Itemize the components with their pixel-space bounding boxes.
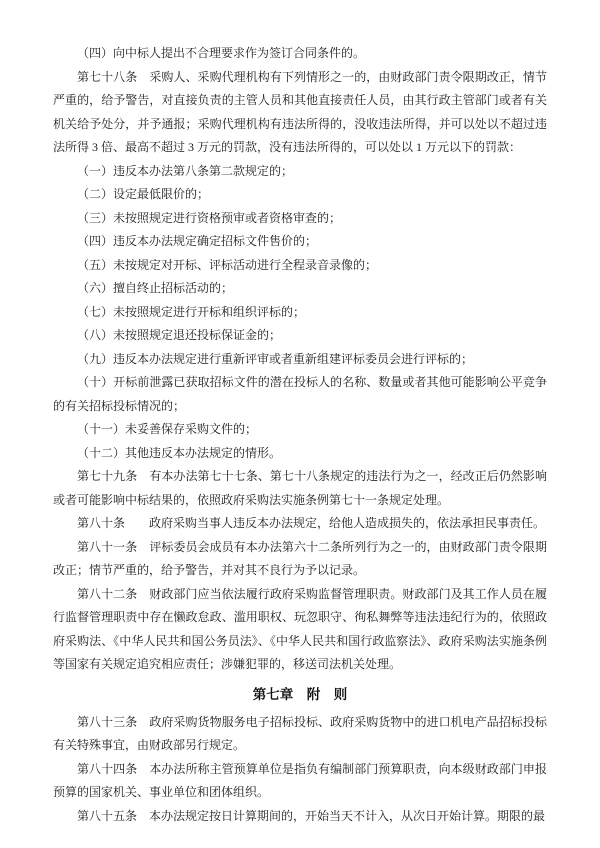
article-78-item-3: （三）未按照规定进行资格预审或者资格审查的； — [77, 210, 342, 225]
article-78-item-1: （一）违反本办法第八条第二款规定的； — [77, 163, 294, 178]
article-78-item-9: （九）违反本办法规定进行重新评审或者重新组建评标委员会进行评标的； — [77, 351, 474, 366]
list-item-4-signing-conditions: （四）向中标人提出不合理要求作为签订合同条件的。 — [77, 46, 366, 60]
article-82: 第八十二条 财政部门应当依法履行政府采购监督管理职责。财政部门及其工作人员在履行监督管理职责中存在懒政怠政、滥用职权、玩忽职守、徇私舞弊等违法违纪行为的，依照政府采购法、《中华人民共和国公务员法》、《中华人民共和国行政监察法》、政府采购法实施条例等国家有关规定追究相应责任；涉嫌犯罪的，移送司法机关处理。 — [53, 586, 547, 671]
article-85: 第八十五条 本办法规定按日计算期间的，开始当天不计入，从次日开始计算。期限的最 — [77, 808, 546, 823]
article-78-item-6: （六）擅自终止招标活动的； — [77, 281, 234, 295]
article-78-item-8: （八）未按照规定退还投标保证金的； — [77, 328, 282, 342]
article-78-item-10: （十）开标前泄露已获取招标文件的潜在投标人的名称、数量或者其他可能影响公平竞争的有关招标投标情况的； — [53, 375, 547, 413]
article-84: 第八十四条 本办法所称主管预算单位是指负有编制部门预算职责，向本级财政部门申报预算的国家机关、事业单位和团体组织。 — [53, 761, 547, 799]
article-81: 第八十一条 评标委员会成员有本办法第六十二条所列行为之一的，由财政部门责令限期改正；情节严重的，给予警告，并对其不良行为予以记录。 — [53, 539, 547, 577]
article-78-item-4: （四）违反本办法规定确定招标文件售价的； — [77, 234, 318, 248]
article-78-item-11: （十一）未妥善保存采购文件的； — [77, 422, 258, 436]
article-78-item-5: （五）未按规定对开标、评标活动进行全程录音录像的； — [77, 257, 378, 272]
article-80: 第八十条 政府采购当事人违反本办法规定，给他人造成损失的，依法承担民事责任。 — [77, 516, 546, 530]
article-78-item-7: （七）未按照规定进行开标和组织评标的； — [77, 304, 306, 319]
article-78: 第七十八条 采购人、采购代理机构有下列情形之一的，由财政部门责令限期改正，情节严重的，给予警告，对直接负责的主管人员和其他直接责任人员，由其行政主管部门或者有关机关给予处分，并予通报；采购代理机构有违法所得的，没收违法所得，并可以处以不超过违法所得 3 倍、最高不超过 3 万元的罚款，没有违法所得的，可以处以 1 万元以下的罚款： — [53, 69, 547, 154]
article-78-item-12: （十二）其他违反本办法规定的情形。 — [77, 445, 282, 460]
chapter-7-heading: 第七章 附 则 — [252, 686, 348, 702]
article-79: 第七十九条 有本办法第七十七条、第七十八条规定的违法行为之一，经改正后仍然影响或者可能影响中标结果的，依照政府采购法实施条例第七十一条规定处理。 — [53, 469, 547, 507]
article-83: 第八十三条 政府采购货物服务电子招标投标、政府采购货物中的进口机电产品招标投标有关特殊事宜，由财政部另行规定。 — [53, 714, 547, 752]
article-78-item-2: （二）设定最低限价的； — [77, 187, 210, 201]
